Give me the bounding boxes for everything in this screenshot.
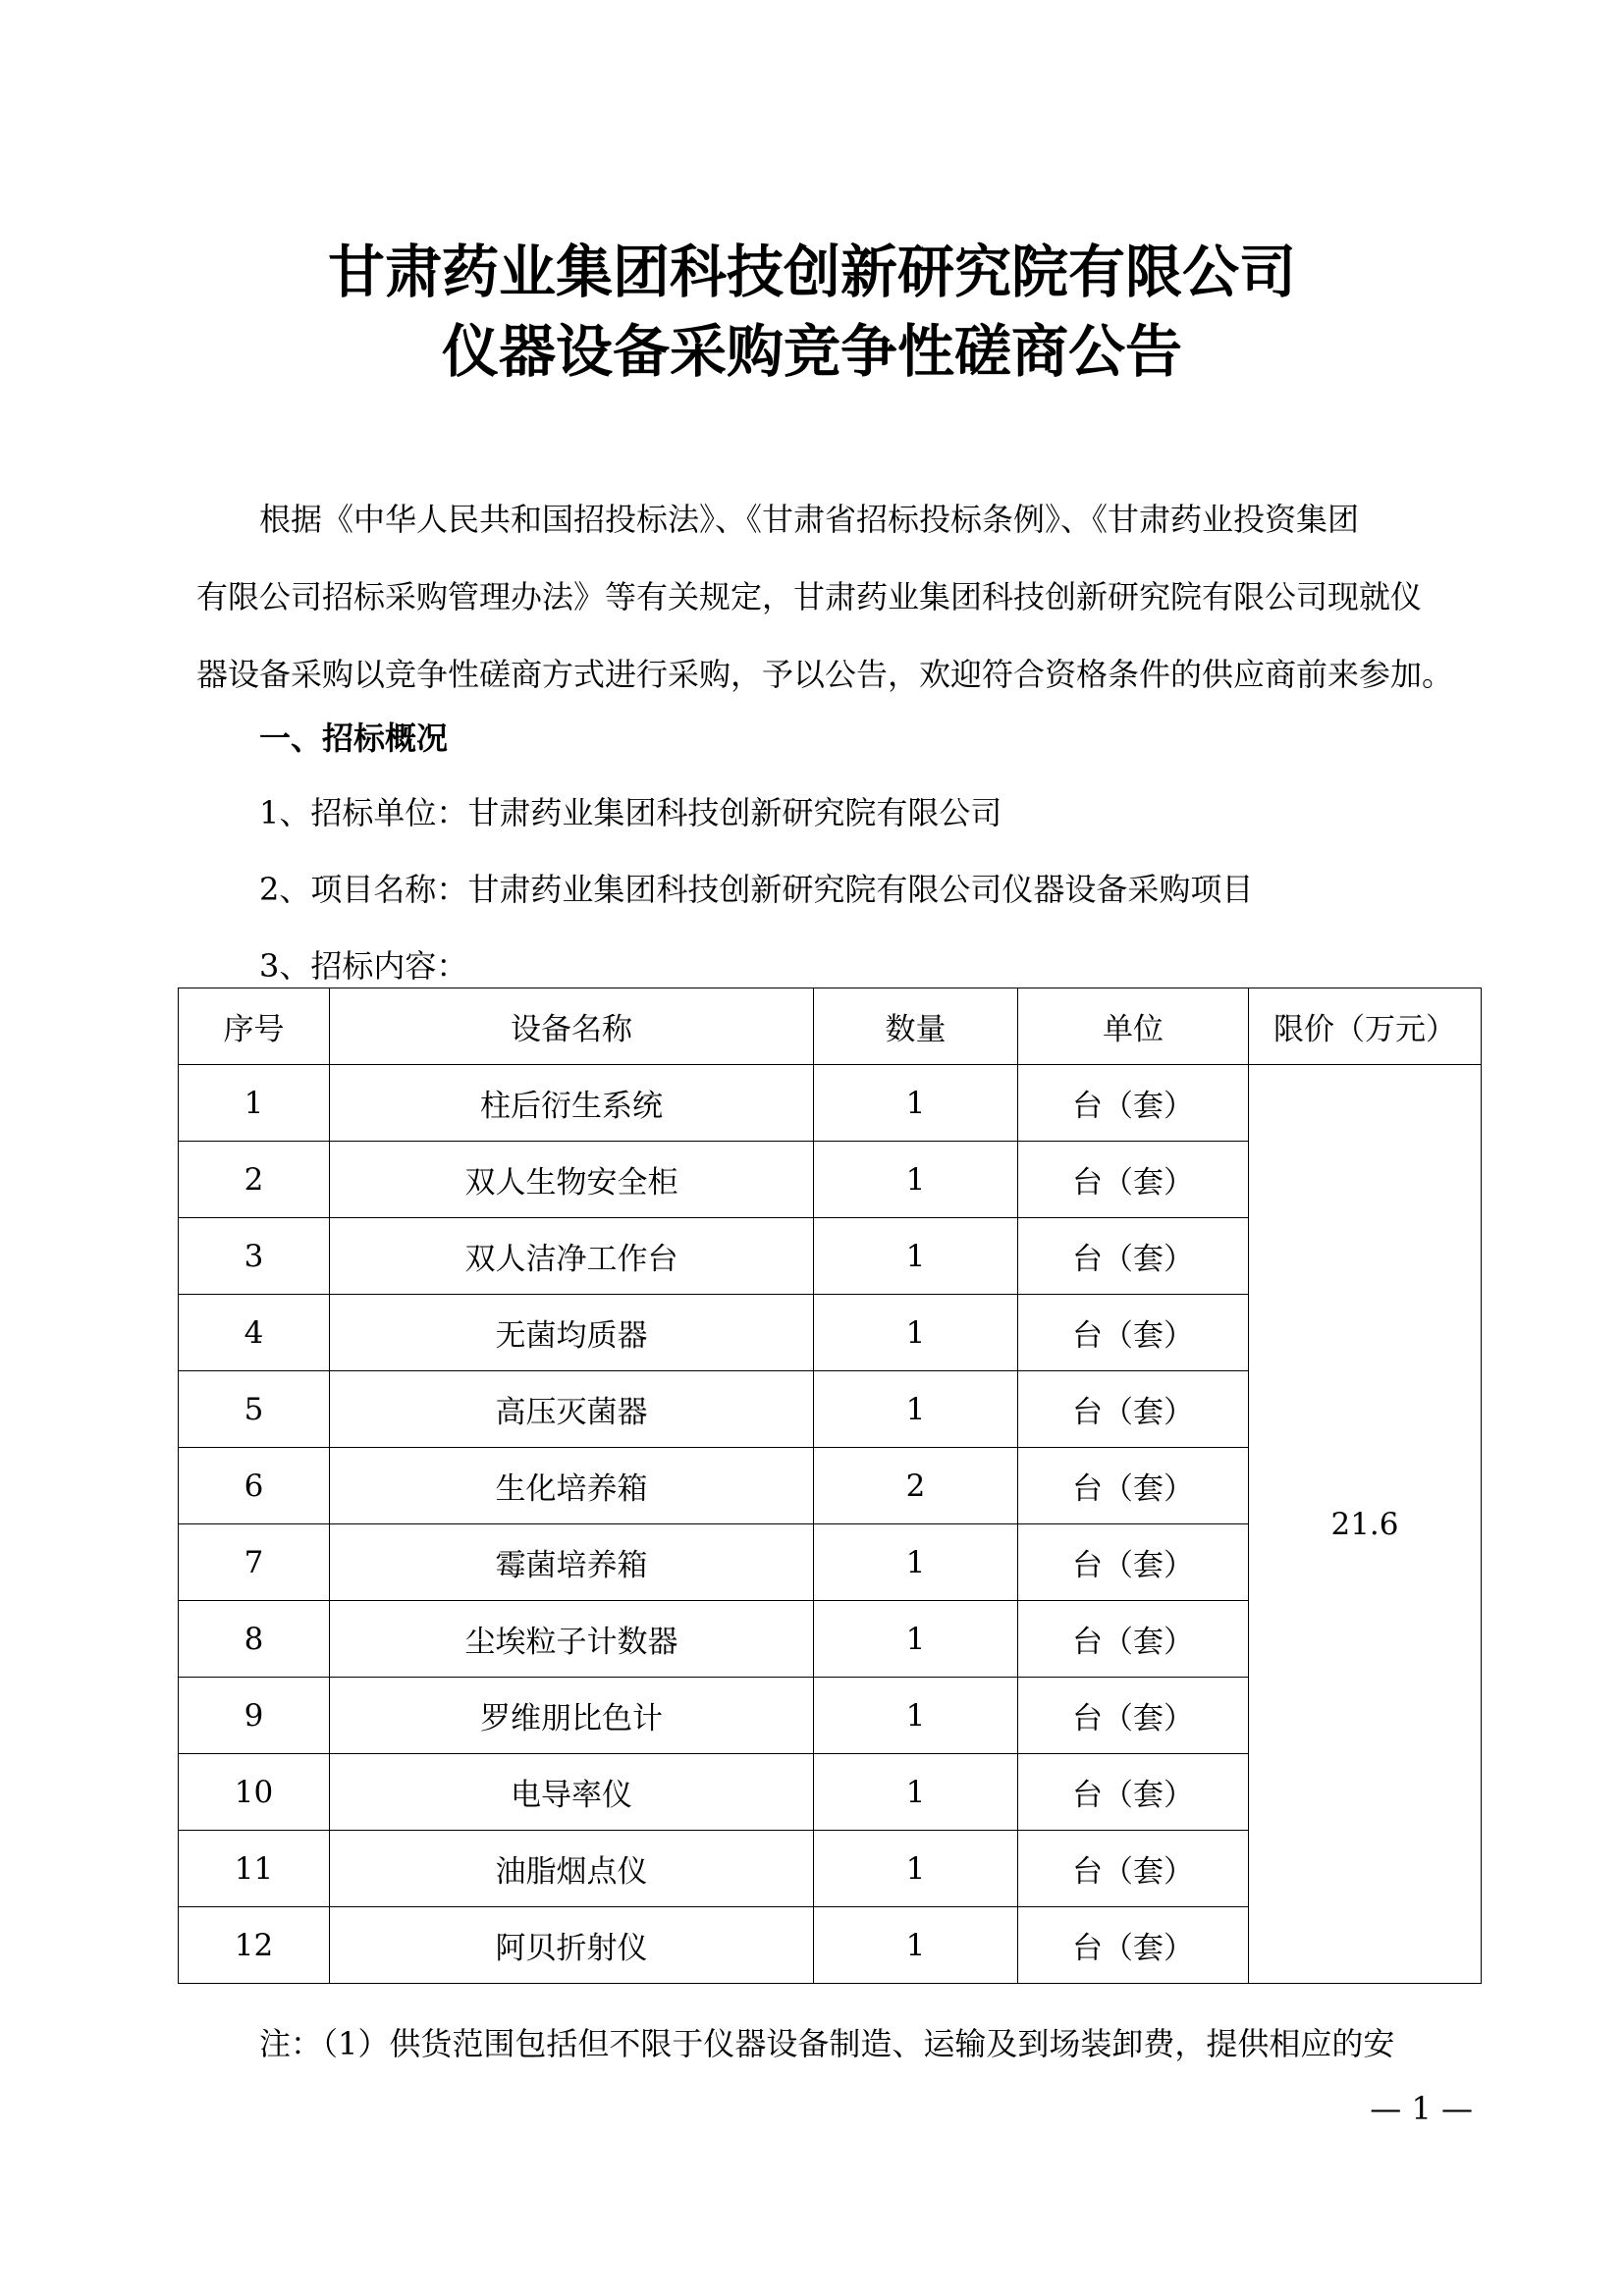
header-name: 设备名称 xyxy=(330,988,814,1065)
cell-name: 高压灭菌器 xyxy=(330,1371,814,1448)
cell-unit: 台（套） xyxy=(1018,1524,1249,1601)
cell-qty: 1 xyxy=(814,1295,1018,1371)
cell-qty: 1 xyxy=(814,1524,1018,1601)
cell-unit: 台（套） xyxy=(1018,1907,1249,1984)
cell-no: 6 xyxy=(179,1448,330,1524)
cell-qty: 1 xyxy=(814,1371,1018,1448)
cell-qty: 1 xyxy=(814,1754,1018,1831)
intro-line-3: 器设备采购以竞争性磋商方式进行采购，予以公告，欢迎符合资格条件的供应商前来参加。 xyxy=(196,656,1454,693)
document-title-line1: 甘肃药业集团科技创新研究院有限公司 xyxy=(327,239,1296,305)
cell-qty: 1 xyxy=(814,1218,1018,1295)
cell-qty: 1 xyxy=(814,1065,1018,1142)
cell-no: 3 xyxy=(179,1218,330,1295)
cell-unit: 台（套） xyxy=(1018,1678,1249,1754)
cell-name: 阿贝折射仪 xyxy=(330,1907,814,1984)
bidding-unit: 1、招标单位：甘肃药业集团科技创新研究院有限公司 xyxy=(259,794,1002,831)
cell-unit: 台（套） xyxy=(1018,1754,1249,1831)
cell-qty: 2 xyxy=(814,1448,1018,1524)
cell-name: 双人洁净工作台 xyxy=(330,1218,814,1295)
cell-unit: 台（套） xyxy=(1018,1295,1249,1371)
cell-unit: 台（套） xyxy=(1018,1831,1249,1907)
cell-unit: 台（套） xyxy=(1018,1218,1249,1295)
cell-unit: 台（套） xyxy=(1018,1448,1249,1524)
cell-unit: 台（套） xyxy=(1018,1065,1249,1142)
cell-qty: 1 xyxy=(814,1678,1018,1754)
cell-qty: 1 xyxy=(814,1142,1018,1218)
cell-unit: 台（套） xyxy=(1018,1371,1249,1448)
cell-name: 电导率仪 xyxy=(330,1754,814,1831)
header-qty: 数量 xyxy=(814,988,1018,1065)
bidding-content-label: 3、招标内容： xyxy=(259,947,468,985)
cell-qty: 1 xyxy=(814,1831,1018,1907)
cell-name: 罗维朋比色计 xyxy=(330,1678,814,1754)
cell-no: 7 xyxy=(179,1524,330,1601)
cell-price-limit: 21.6 xyxy=(1249,1065,1482,1984)
intro-line-1: 根据《中华人民共和国招投标法》、《甘肃省招标投标条例》、《甘肃药业投资集团 xyxy=(259,501,1360,538)
project-name: 2、项目名称：甘肃药业集团科技创新研究院有限公司仪器设备采购项目 xyxy=(259,871,1254,908)
cell-no: 10 xyxy=(179,1754,330,1831)
intro-line-2: 有限公司招标采购管理办法》等有关规定，甘肃药业集团科技创新研究院有限公司现就仪 xyxy=(196,578,1423,615)
cell-unit: 台（套） xyxy=(1018,1601,1249,1678)
cell-no: 8 xyxy=(179,1601,330,1678)
header-no: 序号 xyxy=(179,988,330,1065)
section-heading: 一、招标概况 xyxy=(259,720,449,757)
cell-no: 9 xyxy=(179,1678,330,1754)
cell-qty: 1 xyxy=(814,1907,1018,1984)
cell-no: 2 xyxy=(179,1142,330,1218)
cell-no: 12 xyxy=(179,1907,330,1984)
cell-name: 油脂烟点仪 xyxy=(330,1831,814,1907)
cell-name: 双人生物安全柜 xyxy=(330,1142,814,1218)
page-number: — 1 — xyxy=(1370,2090,1473,2127)
cell-name: 无菌均质器 xyxy=(330,1295,814,1371)
table-row xyxy=(179,1065,1482,1142)
cell-unit: 台（套） xyxy=(1018,1142,1249,1218)
cell-no: 5 xyxy=(179,1371,330,1448)
intro-paragraph xyxy=(196,481,1479,714)
equipment-table xyxy=(178,988,1482,1984)
cell-name: 霉菌培养箱 xyxy=(330,1524,814,1601)
cell-no: 4 xyxy=(179,1295,330,1371)
footnote: 注：（1）供货范围包括但不限于仪器设备制造、运输及到场装卸费，提供相应的安 xyxy=(259,2025,1395,2062)
header-price-limit: 限价（万元） xyxy=(1249,988,1482,1065)
table-header-row xyxy=(179,988,1482,1065)
cell-qty: 1 xyxy=(814,1601,1018,1678)
document-title-line2: 仪器设备采购竞争性磋商公告 xyxy=(441,318,1182,385)
cell-no: 11 xyxy=(179,1831,330,1907)
cell-name: 尘埃粒子计数器 xyxy=(330,1601,814,1678)
header-unit: 单位 xyxy=(1018,988,1249,1065)
cell-name: 生化培养箱 xyxy=(330,1448,814,1524)
cell-no: 1 xyxy=(179,1065,330,1142)
cell-name: 柱后衍生系统 xyxy=(330,1065,814,1142)
